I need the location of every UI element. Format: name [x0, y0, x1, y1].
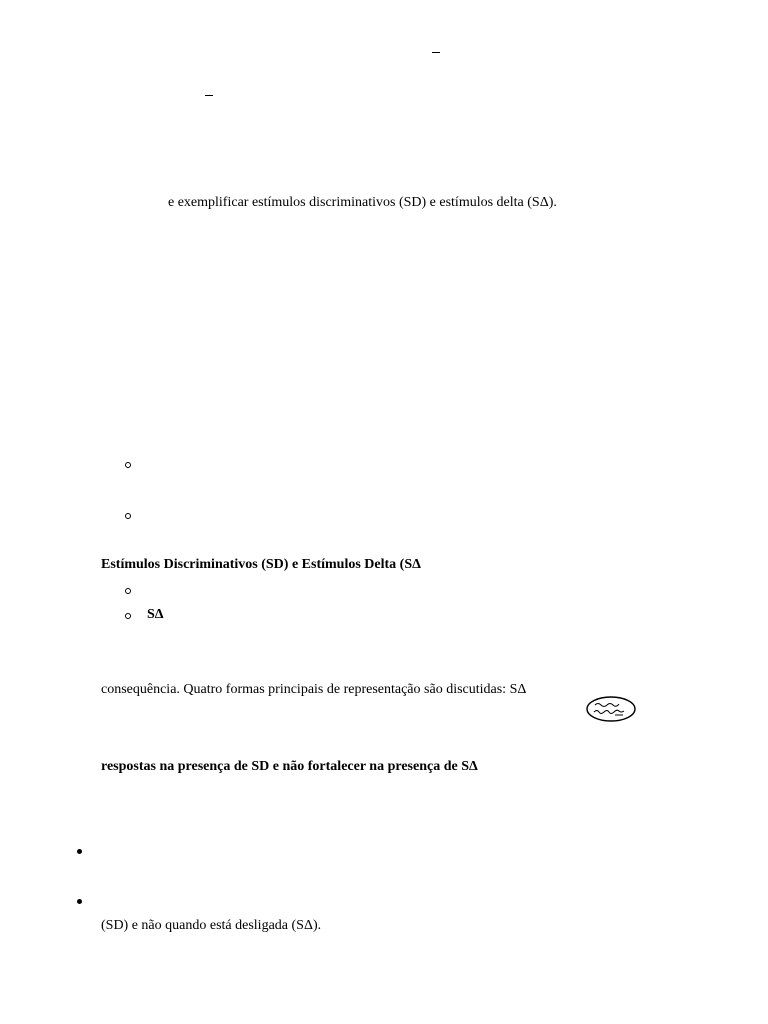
sub-bullet-4: [125, 613, 131, 619]
sub-bullet-sdelta-label: SΔ: [147, 607, 164, 622]
handwritten-stamp-icon: [585, 694, 637, 724]
consequence-line: consequência. Quatro formas principais de representação são discutidas: SΔ: [101, 682, 527, 697]
dash-mark-top: [432, 52, 440, 53]
last-line: (SD) e não quando está desligada (SΔ).: [101, 918, 322, 933]
section-heading: Estímulos Discriminativos (SD) e Estímulos Delta (SΔ: [101, 557, 421, 572]
sub-bullet-1: [125, 462, 131, 468]
sub-bullet-3: [125, 588, 131, 594]
objective-line: e exemplificar estímulos discriminativos (SD) e estímulos delta (SΔ).: [168, 195, 557, 210]
bullet-2: [77, 899, 82, 904]
responses-line: respostas na presença de SD e não fortalecer na presença de SΔ: [101, 759, 478, 774]
bullet-1: [77, 849, 82, 854]
dash-mark-second: [205, 95, 213, 96]
sub-bullet-2: [125, 513, 131, 519]
